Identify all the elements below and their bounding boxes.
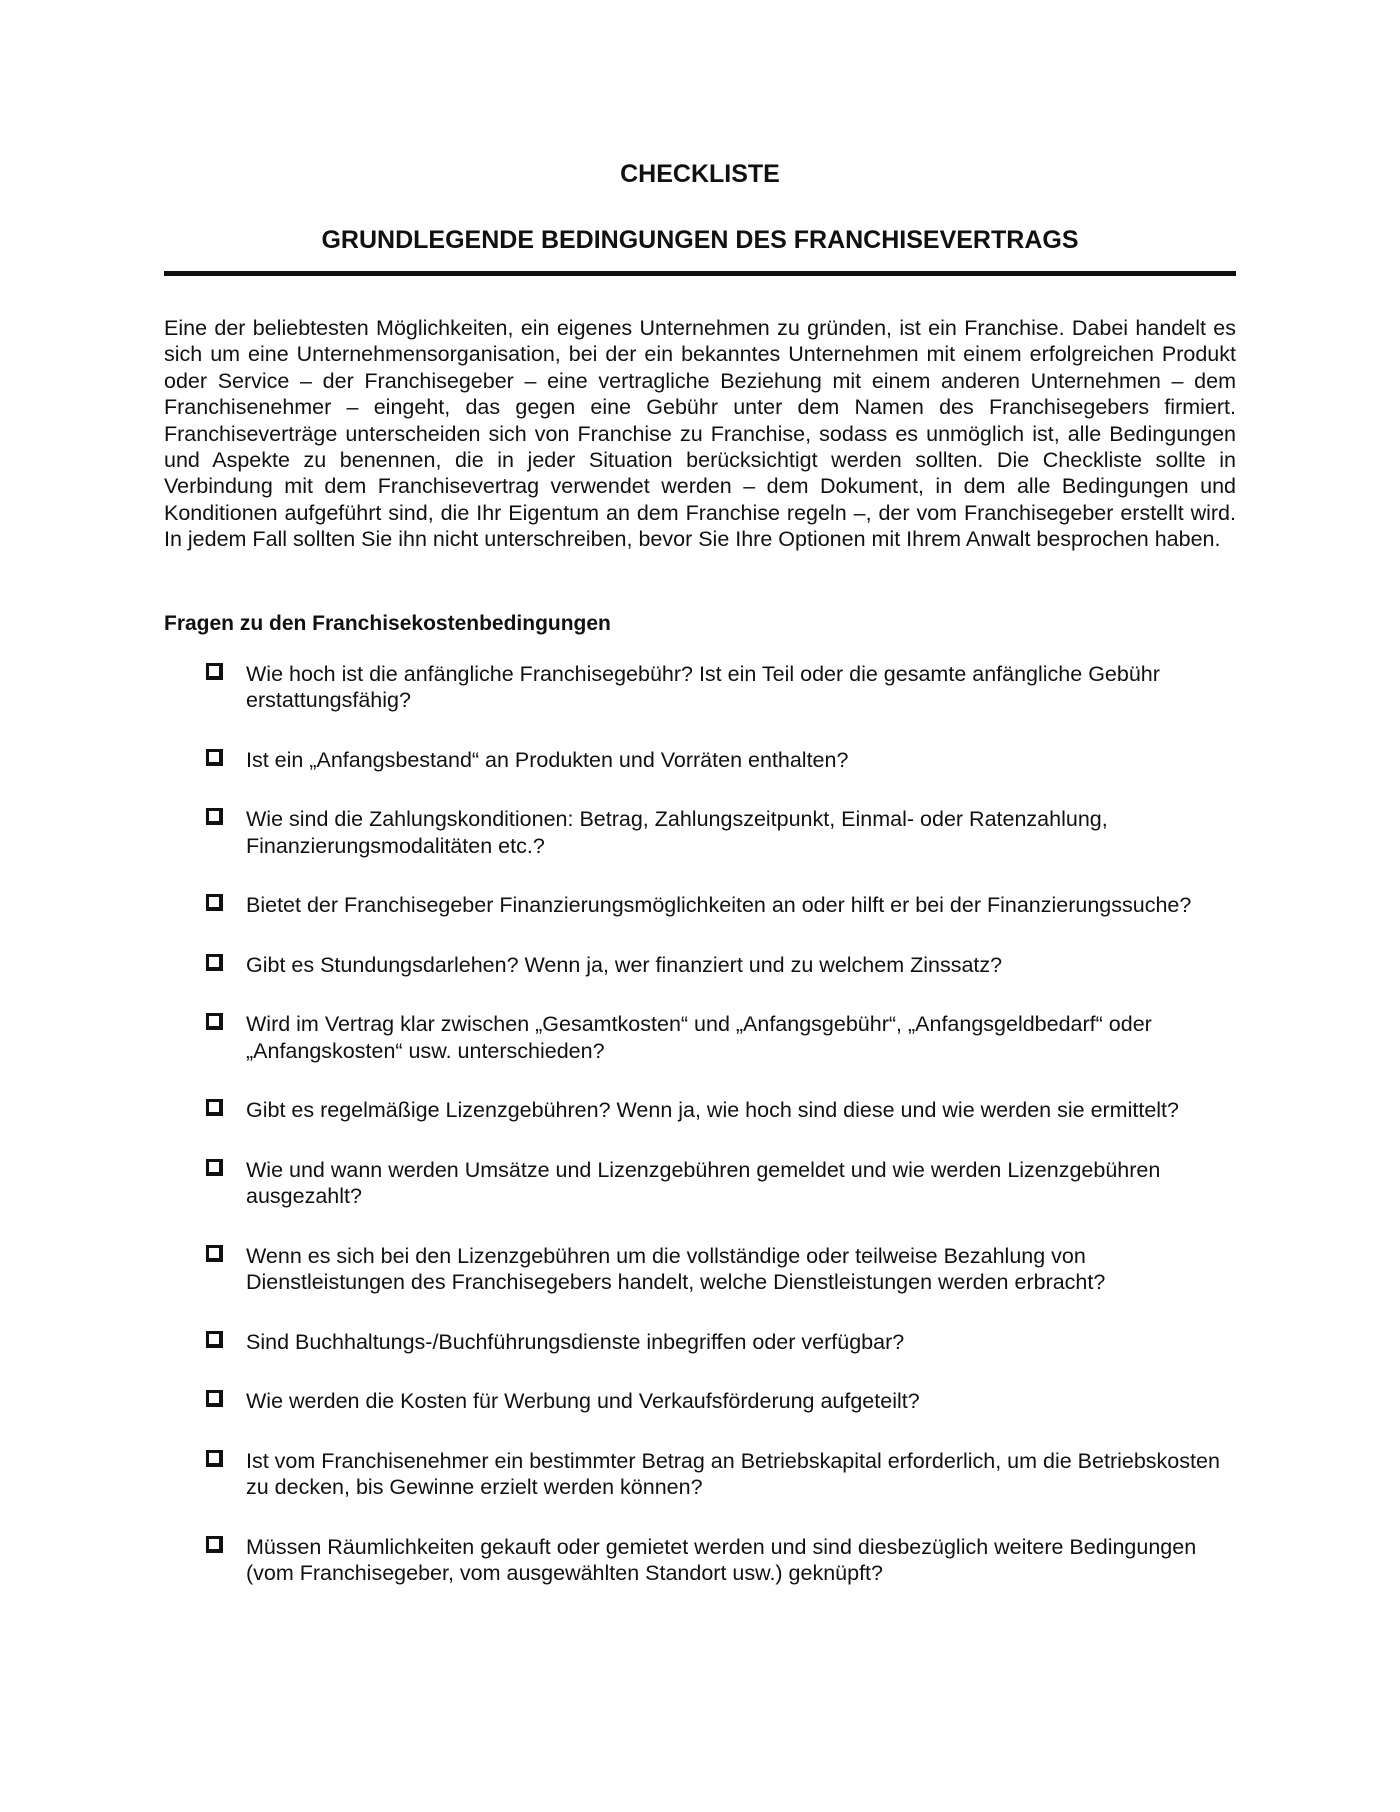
checkbox[interactable] — [206, 749, 223, 766]
document-subtitle: GRUNDLEGENDE BEDINGUNGEN DES FRANCHISEVERTRAGS — [321, 226, 1079, 254]
checkbox[interactable] — [206, 954, 223, 971]
checklist-item-text: Ist ein „Anfangsbestand“ an Produkten und Vorräten enthalten? — [246, 747, 849, 772]
checklist-item-text: Ist vom Franchisenehmer ein bestimmter Betrag an Betriebskapital erforderlich, um die Betriebskosten zu decken, bis Gewinne erzielt werden können? — [246, 1448, 1220, 1500]
checkbox[interactable] — [206, 1331, 223, 1348]
checklist — [164, 661, 1236, 1587]
checkbox[interactable] — [206, 1450, 223, 1467]
checklist-item — [206, 1388, 1236, 1415]
section-heading: Fragen zu den Franchisekostenbedingungen — [164, 611, 611, 635]
checkbox[interactable] — [206, 1536, 223, 1553]
checkbox[interactable] — [206, 663, 223, 680]
checklist-item — [206, 1011, 1236, 1064]
checklist-item-text: Wird im Vertrag klar zwischen „Gesamtkosten“ und „Anfangsgebühr“, „Anfangsgeldbedarf“ oder „Anfangskosten“ usw. unterschieden? — [246, 1012, 1152, 1063]
checkbox[interactable] — [206, 1245, 223, 1262]
checklist-item-text: Gibt es regelmäßige Lizenzgebühren? Wenn ja, wie hoch sind diese und wie werden sie ermittelt? — [246, 1098, 1179, 1123]
checkbox[interactable] — [206, 1159, 223, 1176]
checklist-item — [206, 747, 1236, 774]
checklist-item-text: Wie und wann werden Umsätze und Lizenzgebühren gemeldet und wie werden Lizenzgebühren ausgezahlt? — [246, 1157, 1161, 1209]
checklist-item — [206, 1329, 1236, 1356]
checkbox[interactable] — [206, 808, 223, 825]
checklist-item — [206, 952, 1236, 979]
checklist-item — [206, 1097, 1236, 1124]
document-page — [164, 158, 1236, 1620]
checklist-item-text: Wenn es sich bei den Lizenzgebühren um die vollständige oder teilweise Bezahlung von Dienstleistungen des Franchisegebers handelt, welche Dienstleistungen werden erbracht? — [246, 1243, 1106, 1295]
checklist-item-text: Wie hoch ist die anfängliche Franchisegebühr? Ist ein Teil oder die gesamte anfängliche Gebühr erstattungsfähig? — [246, 661, 1160, 713]
checklist-item — [206, 1243, 1236, 1296]
checklist-item-text: Wie werden die Kosten für Werbung und Verkaufsförderung aufgeteilt? — [246, 1389, 920, 1414]
checklist-item — [206, 661, 1236, 714]
checklist-item — [206, 1157, 1236, 1210]
checklist-item — [206, 892, 1236, 919]
checklist-item-text: Sind Buchhaltungs-/Buchführungsdienste inbegriffen oder verfügbar? — [246, 1329, 905, 1354]
checklist-item — [206, 806, 1236, 859]
intro-paragraph: Eine der beliebtesten Möglichkeiten, ein eigenes Unternehmen zu gründen, ist ein Franchise. Dabei handelt es sich um eine Unternehmensorganisation, bei der ein bekanntes Unternehmen mit einem erfolgreichen Produkt oder Service – der Franchisegeber – eine vertragliche Beziehung mit einem anderen Unternehmen – dem Franchisenehmer – eingeht, das gegen eine Gebühr unter dem Namen des Franchisegebers firmiert. Franchiseverträge unterscheiden sich von Franchise zu Franchise, sodass es unmöglich ist, alle Bedingungen und Aspekte zu benennen, die in jeder Situation berücksichtigt werden sollten. Die Checkliste sollte in Verbindung mit dem Franchisevertrag verwendet werden – dem Dokument, in dem alle Bedingungen und Konditionen aufgeführt sind, die Ihr Eigentum an dem Franchise regeln –, der vom Franchisegeber erstellt wird. In jedem Fall sollten Sie ihn nicht unterschreiben, bevor Sie Ihre Optionen mit Ihrem Anwalt besprochen haben. — [164, 316, 1236, 552]
checkbox[interactable] — [206, 1099, 223, 1116]
checklist-item — [206, 1448, 1236, 1501]
checkbox[interactable] — [206, 1013, 223, 1030]
checkbox[interactable] — [206, 894, 223, 911]
title-divider — [164, 271, 1236, 276]
document-title: CHECKLISTE — [620, 160, 780, 188]
checklist-item-text: Gibt es Stundungsdarlehen? Wenn ja, wer finanziert und zu welchem Zinssatz? — [246, 952, 1003, 977]
checklist-item-text: Bietet der Franchisegeber Finanzierungsmöglichkeiten an oder hilft er bei der Finanzierungssuche? — [246, 893, 1192, 918]
checklist-item-text: Wie sind die Zahlungskonditionen: Betrag, Zahlungszeitpunkt, Einmal- oder Ratenzahlung, Finanzierungsmodalitäten etc.? — [246, 807, 1108, 858]
checkbox[interactable] — [206, 1390, 223, 1407]
checklist-item-text: Müssen Räumlichkeiten gekauft oder gemietet werden und sind diesbezüglich weitere Bedingungen (vom Franchisegeber, vom ausgewählten Standort usw.) geknüpft? — [246, 1534, 1197, 1586]
checklist-item — [206, 1534, 1236, 1587]
